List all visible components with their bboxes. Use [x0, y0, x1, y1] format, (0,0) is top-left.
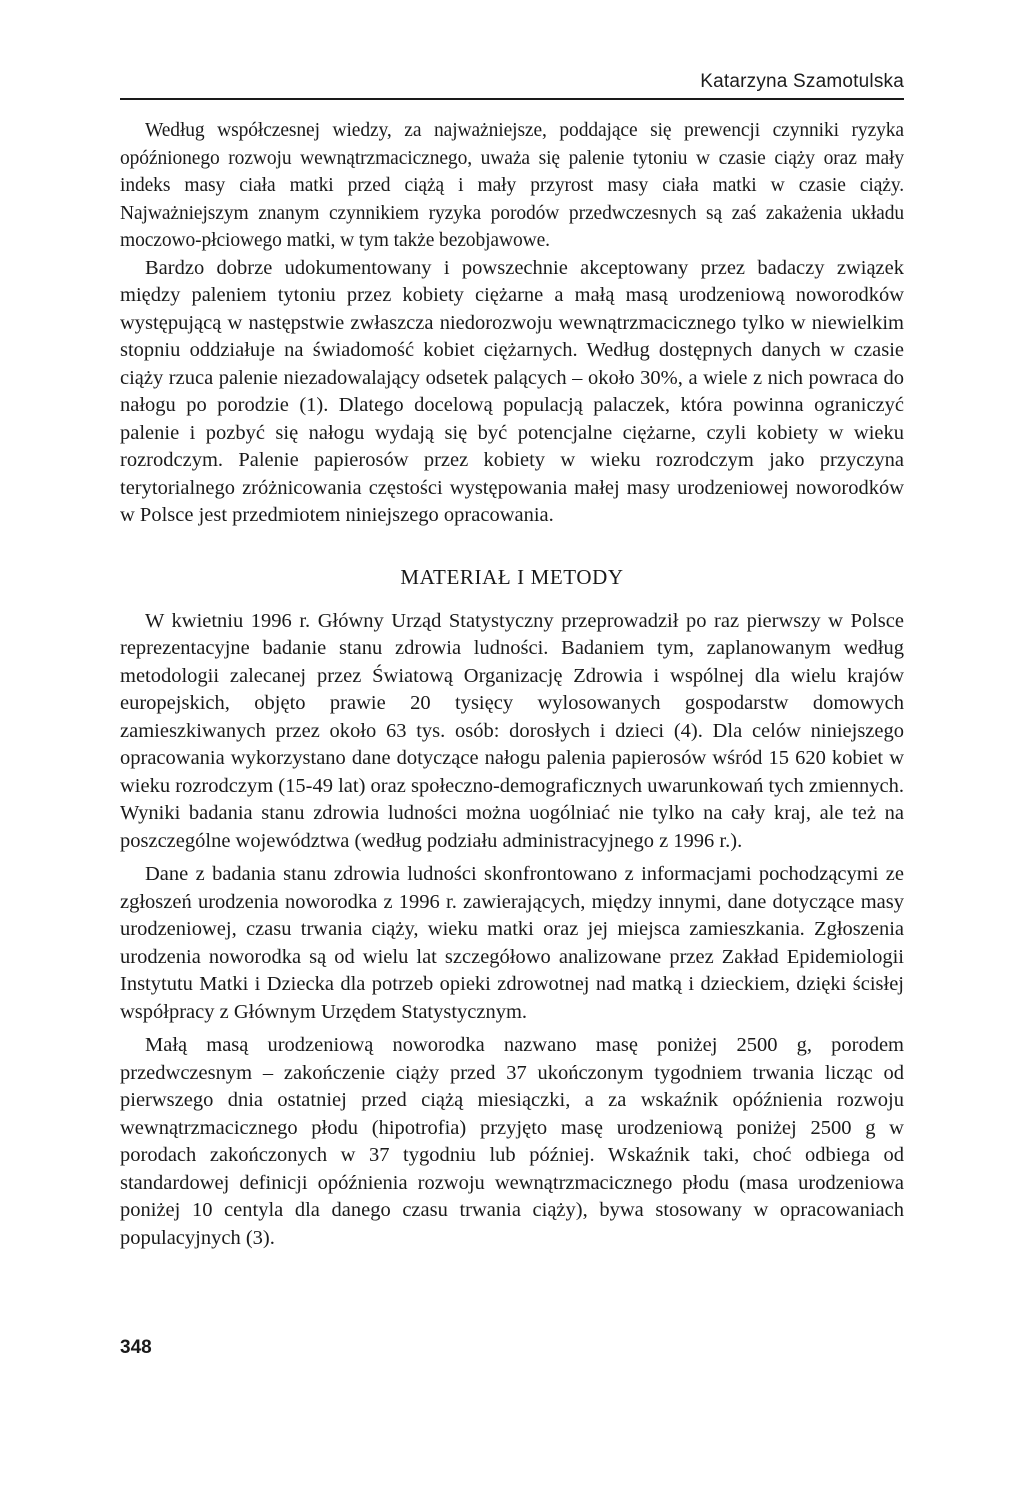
section-heading: MATERIAŁ I METODY — [400, 564, 624, 589]
running-header-author: Katarzyna Szamotulska — [700, 71, 904, 92]
intro-paragraph-2: Bardzo dobrze udokumentowany i powszechnie akceptowany przez badaczy związek między paleniem tytoniu przez kobiety ciężarne a małą masą urodzeniową noworodków występującą w następstwie zwłaszcza niedorozwoju wewnątrzmacicznego tylko w niewielkim stopniu oddziałuje na świadomość kobiet ciężarnych. Według dostępnych danych w czasie ciąży rzuca palenie niezadowalający odsetek palących – około 30%, a wiele z nich powraca do nałogu po porodzie (1). Dlatego docelową populacją palaczek, która powinna ograniczyć palenie i pozbyć się nałogu wydają się być potencjalne ciężarne, czyli kobiety w wieku rozrodczym. Palenie papierosów przez kobiety w wieku rozrodczym jako przyczyna terytorialnego zróżnicowania częstości występowania małej masy urodzeniowej noworodków w Polsce jest przedmiotem niniejszego opracowania. — [120, 256, 904, 526]
intro-paragraph-1: Według współczesnej wiedzy, za najważniejsze, poddające się prewencji czynniki ryzyka opóźnionego rozwoju wewnątrzmacicznego, uważa się palenie tytoniu w czasie ciąży oraz mały indeks masy ciała matki przed ciążą i mały przyrost masy ciała matki w czasie ciąży. Najważniejszym znanym czynnikiem ryzyka porodów przedwczesnych są zaś zakażenia układu moczowo-płciowego matki, w tym także bezobjawowe. — [120, 120, 904, 251]
methods-paragraph-2: Dane z badania stanu zdrowia ludności skonfrontowano z informacjami pochodzącymi ze zgłoszeń urodzenia noworodka z 1996 r. zawierających, między innymi, dane dotyczące masy urodzeniowej, czasu trwania ciąży, wieku matki oraz jej miejsca zamieszkania. Zgłoszenia urodzenia noworodka są od wielu lat szczegółowo analizowane przez Zakład Epidemiologii Instytutu Matki i Dziecka dla potrzeb opieki zdrowotnej nad matką i dzieckiem, dzięki ścisłej współpracy z Głównym Urzędem Statystycznym. — [120, 863, 904, 1023]
methods-paragraph-3: Małą masą urodzeniową noworodka nazwano masę poniżej 2500 g, porodem przedwczesnym – zakończenie ciąży przed 37 ukończonym tygodniem trwania licząc od pierwszego dnia ostatniej przed ciążą miesiączki, a za wskaźnik opóźnienia rozwoju wewnątrzmacicznego płodu (hipotrofia) przyjęto masę urodzeniową poniżej 2500 g w porodach zakończonych w 37 tygodniu lub później. Wskaźnik taki, choć odbiega od standardowej definicji opóźnienia rozwoju wewnątrzmacicznego płodu (masa urodzeniowa poniżej 10 centyla dla danego czasu trwania ciąży), bywa stosowany w opracowaniach populacyjnych (3). — [120, 1034, 904, 1249]
page-number: 348 — [120, 1337, 152, 1358]
header-rule — [120, 98, 904, 100]
body-text — [120, 117, 904, 1252]
methods-paragraph-1: W kwietniu 1996 r. Główny Urząd Statystyczny przeprowadził po raz pierwszy w Polsce reprezentacyjne badanie stanu zdrowia ludności. Badaniem tym, zaplanowanym według metodologii zalecanej przez Światową Organizację Zdrowia i wspólnej dla wielu krajów europejskich, objęto prawie 20 tysięcy wylosowanych gospodarstw domowych zamieszkiwanych przez około 63 tys. osób: dorosłych i dzieci (4). Dla celów niniejszego opracowania wykorzystano dane dotyczące nałogu palenia papierosów wśród 15 620 kobiet w wieku rozrodczym (15-49 lat) oraz społeczno-demograficznych uwarunkowań tych zmiennych. Wyniki badania stanu zdrowia ludności można uogólniać nie tylko na cały kraj, ale też na poszczególne województwa (według podziału administracyjnego z 1996 r.). — [120, 609, 904, 852]
